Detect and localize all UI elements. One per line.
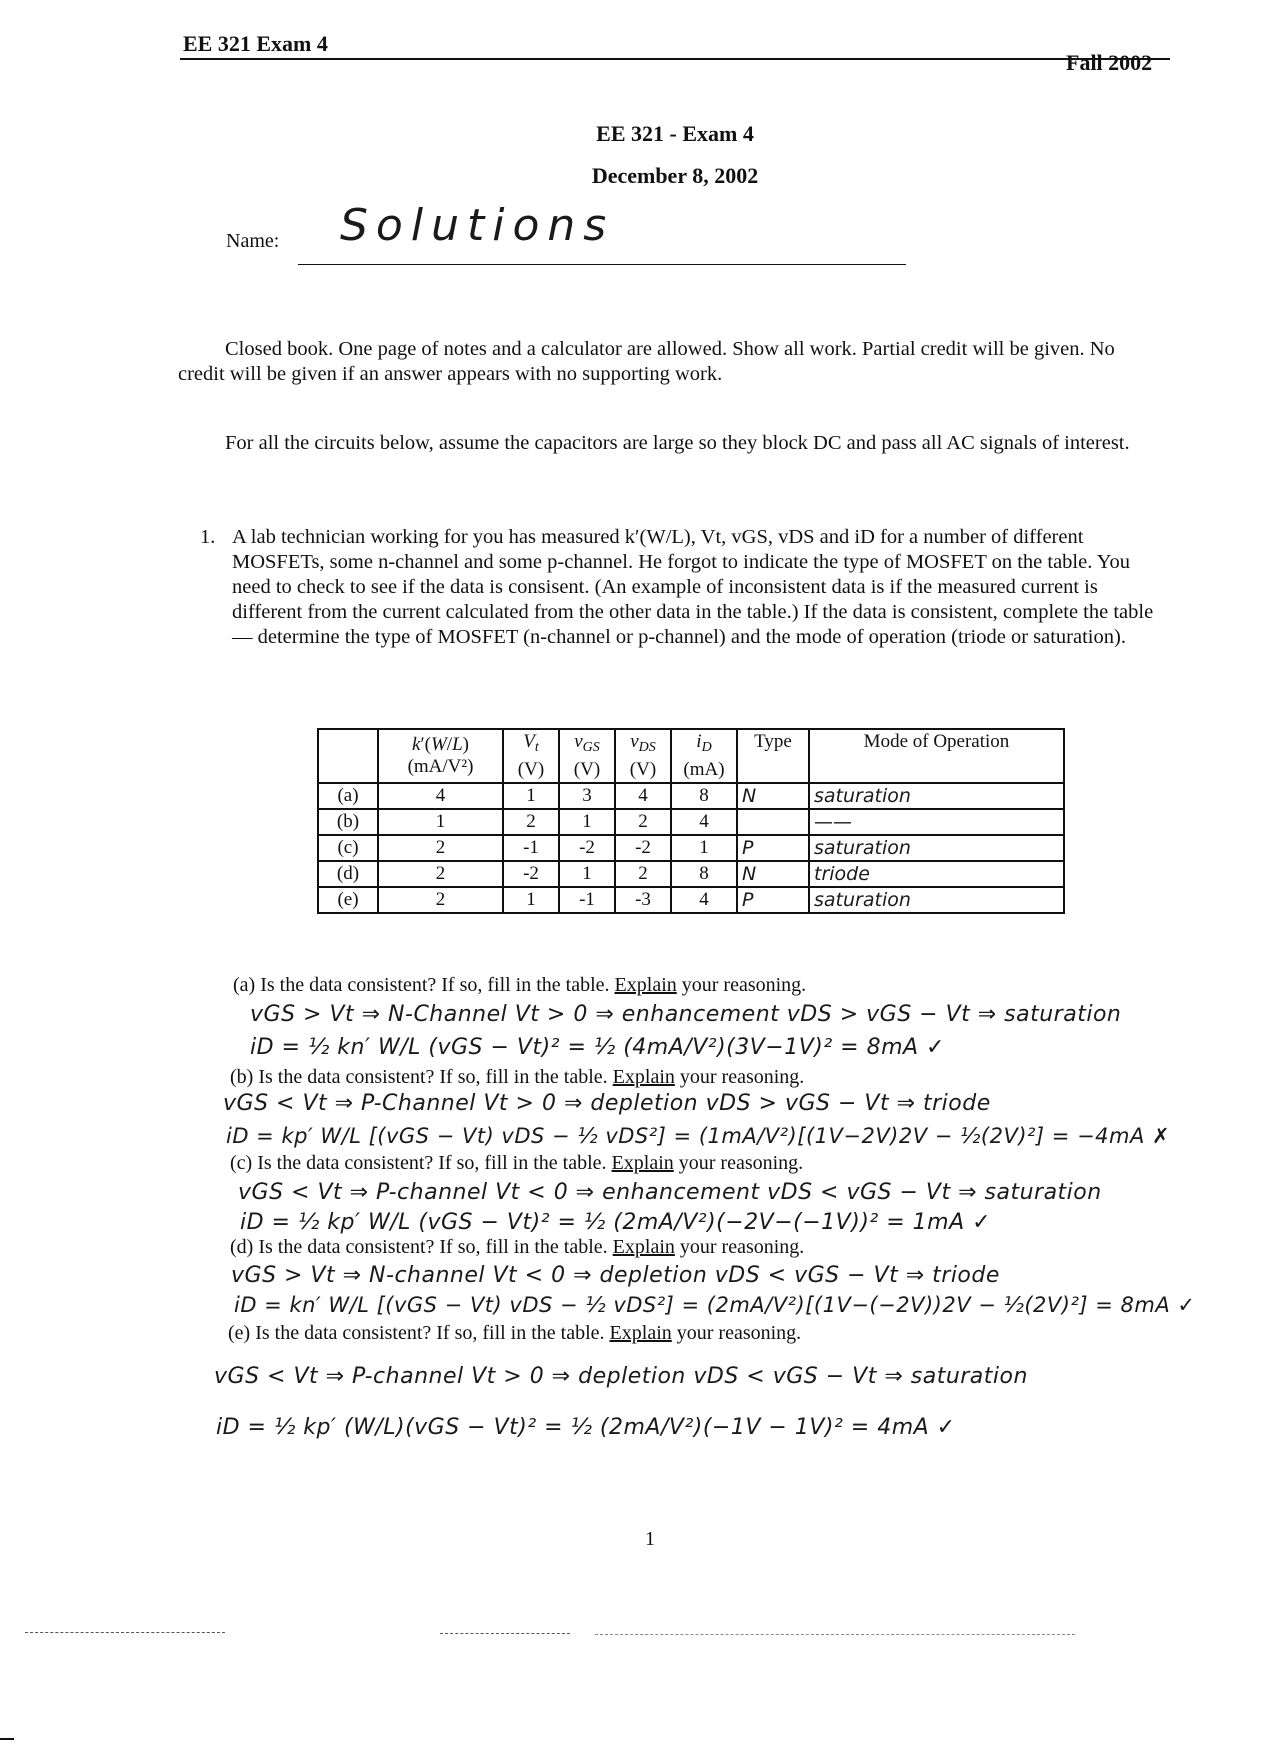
cell-mode: saturation (809, 835, 1064, 861)
table-header-id: $i_D$ (mA) (671, 729, 737, 783)
scan-artifact-line (595, 1634, 1075, 1635)
question-e: (e) Is the data consistent? If so, fill in the table. Explain your reasoning. (228, 1322, 802, 1344)
cell-vds: 2 (615, 809, 671, 835)
cell-k: 2 (378, 861, 503, 887)
cell-id: 1 (671, 835, 737, 861)
cell-mode: triode (809, 861, 1064, 887)
cell-vds: -3 (615, 887, 671, 913)
cell-vgs: -2 (559, 835, 615, 861)
table-row (318, 809, 1064, 835)
table-header-vgs: $v_{GS}$ (V) (559, 729, 615, 783)
table-header-k: k′(W/L) (mA/V²) (378, 729, 503, 783)
mosfet-table (317, 728, 1065, 914)
cell-vgs: 3 (559, 783, 615, 809)
problem-text: A lab technician working for you has measured k′(W/L), Vt, vGS, vDS and iD for a number of different MOSFETs, some n-channel and some p-channel. He forgot to indicate the type of MOSFET on the table. You need to check to see if the data is consisent. (An example of inconsistent data is if the measured current is different from the current calculated from the other data in the table.) If the data is consistent, complete the table — determine the type of MOSFET (n-channel or p-channel) and the mode of operation (triode or saturation). (232, 526, 1154, 648)
cell-k: 2 (378, 887, 503, 913)
problem-number: 1. (200, 526, 216, 548)
answer-d-line2: iD = kn′ W/L [(vGS − Vt) vDS − ½ vDS²] = (2mA/V²)[(1V−(−2V))2V − ½(2V)²] = 8mA ✓ (234, 1293, 1196, 1317)
exam-title: EE 321 - Exam 4 (596, 121, 754, 146)
answer-e-line1: vGS < Vt ⇒ P-channel Vt > 0 ⇒ depletion vDS < vGS − Vt ⇒ saturation (214, 1364, 1028, 1389)
row-label: (a) (318, 783, 378, 809)
cell-vgs: -1 (559, 887, 615, 913)
row-label: (b) (318, 809, 378, 835)
question-c: (c) Is the data consistent? If so, fill in the table. Explain your reasoning. (230, 1152, 804, 1174)
answer-c-line2: iD = ½ kp′ W/L (vGS − Vt)² = ½ (2mA/V²)(−2V−(−1V))² = 1mA ✓ (240, 1210, 992, 1235)
cell-vt: 1 (503, 887, 559, 913)
table-header-type: Type (737, 729, 809, 783)
row-label: (e) (318, 887, 378, 913)
cell-type: N (737, 783, 809, 809)
cell-vds: -2 (615, 835, 671, 861)
cell-vt: -1 (503, 835, 559, 861)
question-b: (b) Is the data consistent? If so, fill in the table. Explain your reasoning. (230, 1066, 805, 1088)
cell-type: P (737, 835, 809, 861)
page-number: 1 (645, 1528, 655, 1550)
cell-mode: saturation (809, 887, 1064, 913)
cell-k: 4 (378, 783, 503, 809)
cell-k: 1 (378, 809, 503, 835)
exam-date: December 8, 2002 (591, 163, 759, 188)
table-header-vt: $V_t$ (V) (503, 729, 559, 783)
instructions-1: Closed book. One page of notes and a calculator are allowed. Show all work. Partial credit will be given. No credit will be given if an answer appears with no supporting work. (178, 338, 1115, 385)
cell-vt: 1 (503, 783, 559, 809)
cell-id: 8 (671, 783, 737, 809)
row-label: (c) (318, 835, 378, 861)
answer-c-line1: vGS < Vt ⇒ P-channel Vt < 0 ⇒ enhancement vDS < vGS − Vt ⇒ saturation (238, 1180, 1102, 1205)
cell-k: 2 (378, 835, 503, 861)
table-row (318, 887, 1064, 913)
name-value: Solutions (340, 200, 615, 251)
cell-vgs: 1 (559, 809, 615, 835)
header-course: EE 321 Exam 4 (183, 31, 328, 56)
scan-artifact-mark (0, 1738, 14, 1740)
scan-artifact-line (440, 1633, 570, 1634)
answer-a-line1: vGS > Vt ⇒ N-Channel Vt > 0 ⇒ enhancement vDS > vGS − Vt ⇒ saturation (250, 1002, 1122, 1027)
table-header-vds: $v_{DS}$ (V) (615, 729, 671, 783)
cell-mode: saturation (809, 783, 1064, 809)
header-term: Fall 2002 (1066, 50, 1153, 75)
cell-vt: 2 (503, 809, 559, 835)
answer-b-line1: vGS < Vt ⇒ P-Channel Vt > 0 ⇒ depletion vDS > vGS − Vt ⇒ triode (223, 1091, 991, 1116)
cell-vds: 4 (615, 783, 671, 809)
table-header-row (318, 729, 1064, 783)
answer-e-line2: iD = ½ kp′ (W/L)(vGS − Vt)² = ½ (2mA/V²)(−1V − 1V)² = 4mA ✓ (216, 1415, 956, 1440)
cell-mode: —— (809, 809, 1064, 835)
cell-id: 4 (671, 809, 737, 835)
cell-type (737, 809, 809, 835)
cell-type: N (737, 861, 809, 887)
header-rule (180, 58, 1170, 60)
cell-id: 8 (671, 861, 737, 887)
cell-id: 4 (671, 887, 737, 913)
cell-type: P (737, 887, 809, 913)
table-header-mode: Mode of Operation (809, 729, 1064, 783)
cell-vgs: 1 (559, 861, 615, 887)
cell-vt: -2 (503, 861, 559, 887)
instructions-2: For all the circuits below, assume the capacitors are large so they block DC and pass all AC signals of interest. (225, 432, 1130, 454)
scan-artifact-line (25, 1632, 225, 1633)
table-row (318, 783, 1064, 809)
answer-b-line2: iD = kp′ W/L [(vGS − Vt) vDS − ½ vDS²] = (1mA/V²)[(1V−2V)2V − ½(2V)²] = −4mA ✗ (226, 1124, 1171, 1148)
question-d: (d) Is the data consistent? If so, fill in the table. Explain your reasoning. (230, 1236, 805, 1258)
table-header-blank (318, 729, 378, 783)
answer-a-line2: iD = ½ kn′ W/L (vGS − Vt)² = ½ (4mA/V²)(3V−1V)² = 8mA ✓ (250, 1035, 945, 1060)
question-a: (a) Is the data consistent? If so, fill in the table. Explain your reasoning. (233, 974, 807, 996)
answer-d-line1: vGS > Vt ⇒ N-channel Vt < 0 ⇒ depletion vDS < vGS − Vt ⇒ triode (231, 1263, 1000, 1288)
name-label: Name: (226, 230, 280, 252)
table-row (318, 861, 1064, 887)
cell-vds: 2 (615, 861, 671, 887)
name-line (298, 264, 906, 265)
table-row (318, 835, 1064, 861)
row-label: (d) (318, 861, 378, 887)
